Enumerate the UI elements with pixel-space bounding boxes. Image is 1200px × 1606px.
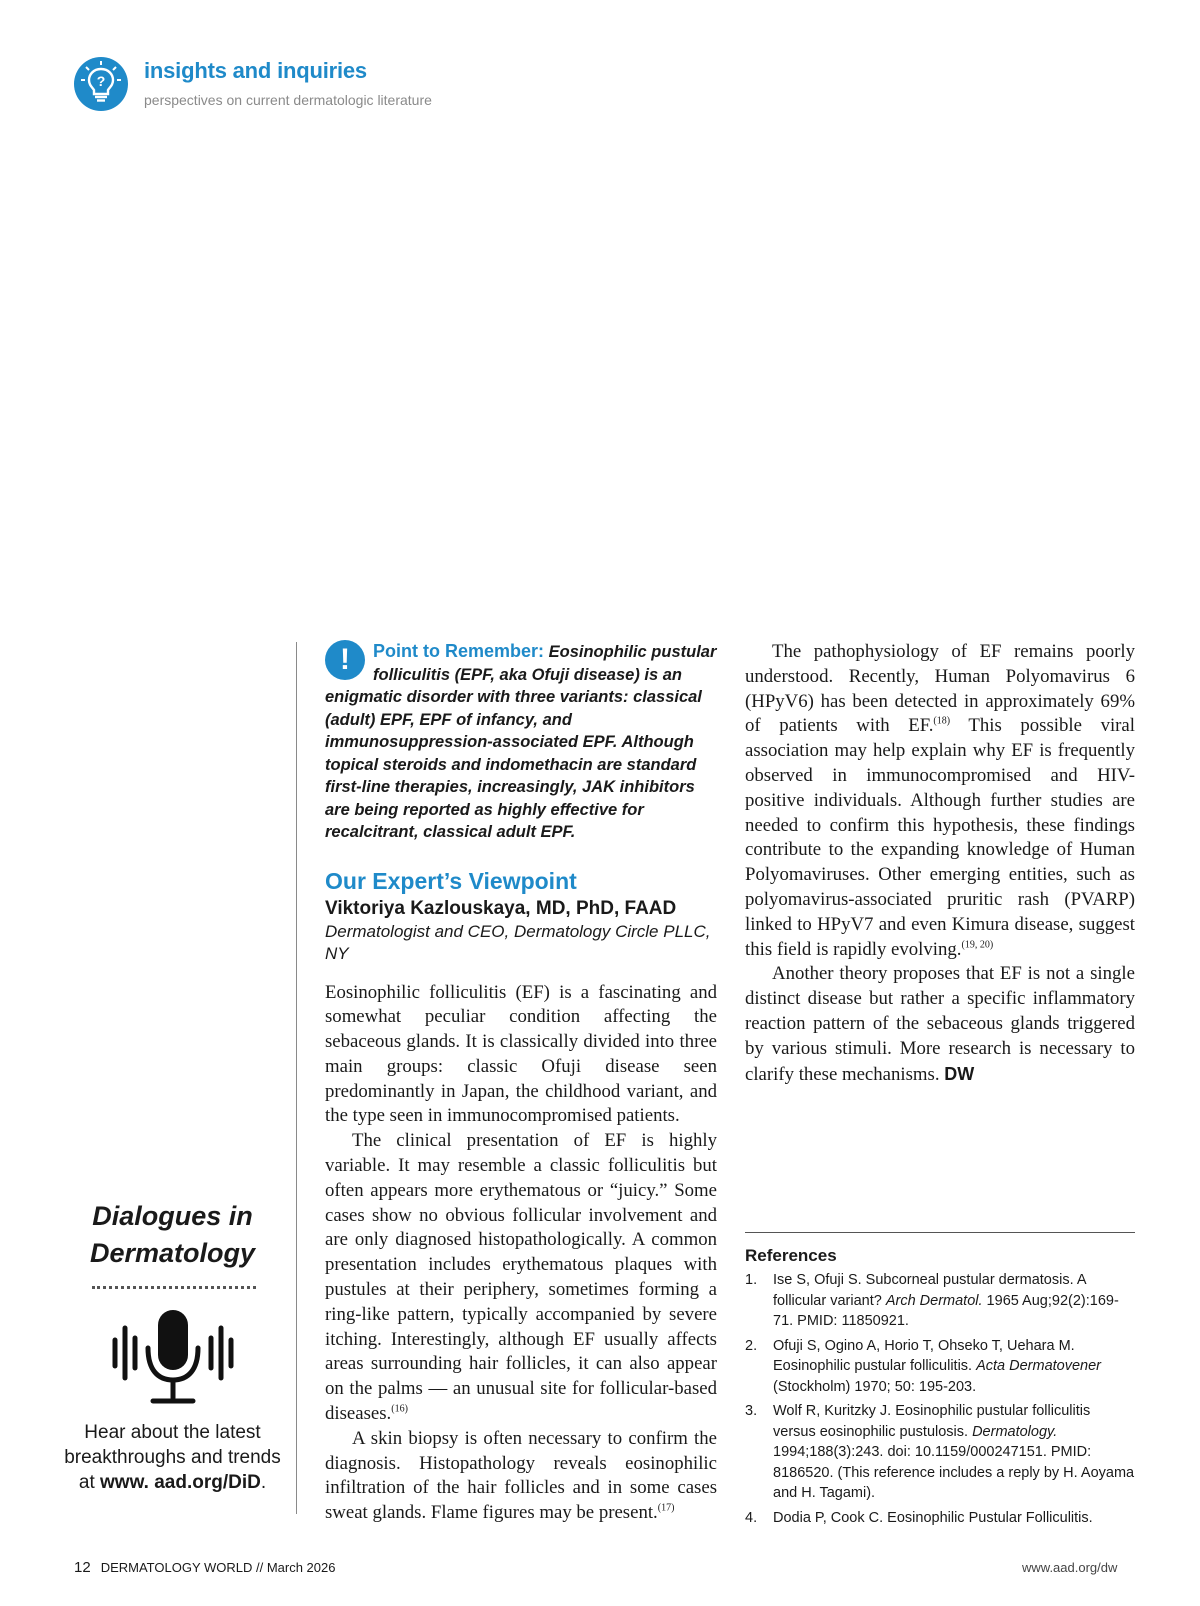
end-mark: DW bbox=[944, 1063, 975, 1084]
podcast-blurb-text: Hear about the latest breakthroughs and trends at bbox=[64, 1422, 281, 1493]
column-divider bbox=[296, 642, 297, 1514]
reference-number: 3. bbox=[745, 1403, 758, 1419]
citation: (19, 20) bbox=[961, 939, 994, 951]
reference-item bbox=[745, 1336, 1135, 1398]
body-paragraph bbox=[745, 962, 1135, 1087]
body-paragraph: Eosinophilic folliculitis (EF) is a fascinating and somewhat peculiar condition affecting the sebaceous glands. It is classically divided into three main groups: classic Ofuji disease seen predominantly in Japan, the childhood variant, and the type seen in immunocompromised patients. bbox=[325, 981, 717, 1127]
reference-journal: Arch Dermatol. bbox=[885, 1292, 983, 1309]
article-left-column bbox=[325, 640, 717, 1526]
podcast-title: Dialogues in Dermatology bbox=[89, 1201, 256, 1268]
references-divider bbox=[745, 1232, 1135, 1233]
footer-left bbox=[74, 1559, 335, 1576]
body-paragraph bbox=[745, 640, 1135, 962]
expert-name: Viktoriya Kazlouskaya, MD, PhD, FAAD bbox=[325, 897, 677, 919]
article-right-column bbox=[745, 640, 1135, 1087]
body-text: Another theory proposes that EF is not a single distinct disease but rather a specific inflammatory reaction pattern of the sebaceous glands triggered by various stimuli. More research is necessary to clarify these mechanisms. bbox=[745, 963, 1135, 1085]
publication-name: DERMATOLOGY WORLD // March 2026 bbox=[100, 1560, 336, 1575]
body-text: The clinical presentation of EF is highly variable. It may resemble a classic folliculitis but often appears more erythematous or “juicy.” Some cases show no obvious follicular involvement and are only diagnosed histopathologically. A common presentation includes erythematous plaques with pustules at their periphery, sometimes forming a ring-like pattern, typically accompanied by severe itching. Interestingly, although EF usually affects areas surrounding hair follicles, it can also appear on the palms — an unusual site for follicular-based diseases. bbox=[325, 1130, 717, 1425]
reference-item bbox=[745, 1270, 1135, 1332]
reference-journal: Acta Dermatovener bbox=[976, 1358, 1102, 1374]
podcast-blurb bbox=[60, 1420, 285, 1495]
svg-text:?: ? bbox=[96, 73, 106, 89]
podcast-blurb-suffix: . bbox=[260, 1472, 267, 1493]
expert-affiliation: Dermatologist and CEO, Dermatology Circle PLLC, NY bbox=[325, 921, 711, 963]
footer-url[interactable]: www.aad.org/dw bbox=[1022, 1560, 1118, 1575]
reference-number: 1. bbox=[745, 1272, 758, 1288]
dotted-divider bbox=[92, 1286, 256, 1289]
reference-text: Ise S, Ofuji S. Subcorneal pustular dermatosis. A follicular variant? bbox=[773, 1272, 1086, 1309]
references-title: References bbox=[745, 1246, 837, 1265]
reference-text: 1965 Aug;92(2):169-71. PMID: 11850921. bbox=[773, 1292, 1119, 1329]
reference-number: 2. bbox=[745, 1337, 758, 1354]
reference-item bbox=[745, 1508, 1135, 1529]
point-to-remember-box bbox=[325, 640, 717, 844]
references-section bbox=[745, 1244, 1135, 1532]
reference-text: Ofuji S, Ogino A, Horio T, Ohseko T, Uehara M. Eosinophilic pustular folliculitis. bbox=[773, 1337, 1075, 1374]
citation: (18) bbox=[933, 716, 951, 728]
reference-journal: Dermatology. bbox=[972, 1423, 1058, 1440]
body-paragraph bbox=[325, 1427, 717, 1526]
microphone-icon bbox=[108, 1308, 238, 1408]
reference-text: 1994;188(3):243. doi: 10.1159/000247151. PMID: 8186520. (This reference includes a reply by H. Aoyama and H. Tagami). bbox=[773, 1444, 1135, 1501]
page-number: 12 bbox=[74, 1559, 91, 1576]
podcast-link[interactable]: www. aad.org/DiD bbox=[100, 1472, 261, 1493]
reference-text: (Stockholm) 1970; 50: 195-203. bbox=[773, 1378, 977, 1395]
section-title: insights and inquiries bbox=[144, 58, 367, 83]
reference-text: Wolf R, Kuritzky J. Eosinophilic pustular folliculitis versus eosinophilic pustulosis. bbox=[773, 1403, 1091, 1440]
point-to-remember-text: Eosinophilic pustular folliculitis (EPF, aka Ofuji disease) is an enigmatic disorder with three variants: classical (adult) EPF, EPF of infancy, and immunosuppression-associated EPF. Although topical steroids and indomethacin are standard first-line therapies, increasingly, JAK inhibitors are being reported as highly effective for recalcitrant, classical adult EPF. bbox=[325, 643, 717, 841]
reference-item bbox=[745, 1401, 1135, 1504]
citation: (17) bbox=[657, 1502, 675, 1514]
citation: (16) bbox=[391, 1403, 408, 1415]
reference-number: 4. bbox=[745, 1509, 758, 1526]
body-text: A skin biopsy is often necessary to confirm the diagnosis. Histopathology reveals eosinophilic infiltration of the hair follicles and in some cases sweat glands. Flame figures may be present. bbox=[325, 1427, 717, 1524]
exclamation-icon: ! bbox=[325, 640, 365, 680]
body-text: The pathophysiology of EF remains poorly understood. Recently, Human Polyomavirus 6 (HPyV6) has been detected in approximately 69% of patients with EF. bbox=[745, 641, 1135, 737]
expert-heading: Our Expert’s Viewpoint bbox=[325, 867, 577, 894]
lightbulb-question-icon bbox=[74, 57, 128, 111]
point-to-remember-label: Point to Remember: bbox=[373, 641, 545, 661]
body-text: This possible viral association may help explain why EF is frequently observed in immunocompromised and HIV-positive individuals. Although further studies are needed to confirm this hypothesis, these findings contribute to the expanding knowledge of Human Polyomaviruses. Other emerging entities, such as polyomavirus-associated pruritic rash (PVARP) linked to HPyV7 and even Kimura disease, suggest this field is rapidly evolving. bbox=[745, 715, 1135, 960]
body-paragraph bbox=[325, 1129, 717, 1427]
reference-text: Dodia P, Cook C. Eosinophilic Pustular Folliculitis. bbox=[773, 1509, 1093, 1526]
section-subtitle: perspectives on current dermatologic literature bbox=[144, 92, 432, 108]
